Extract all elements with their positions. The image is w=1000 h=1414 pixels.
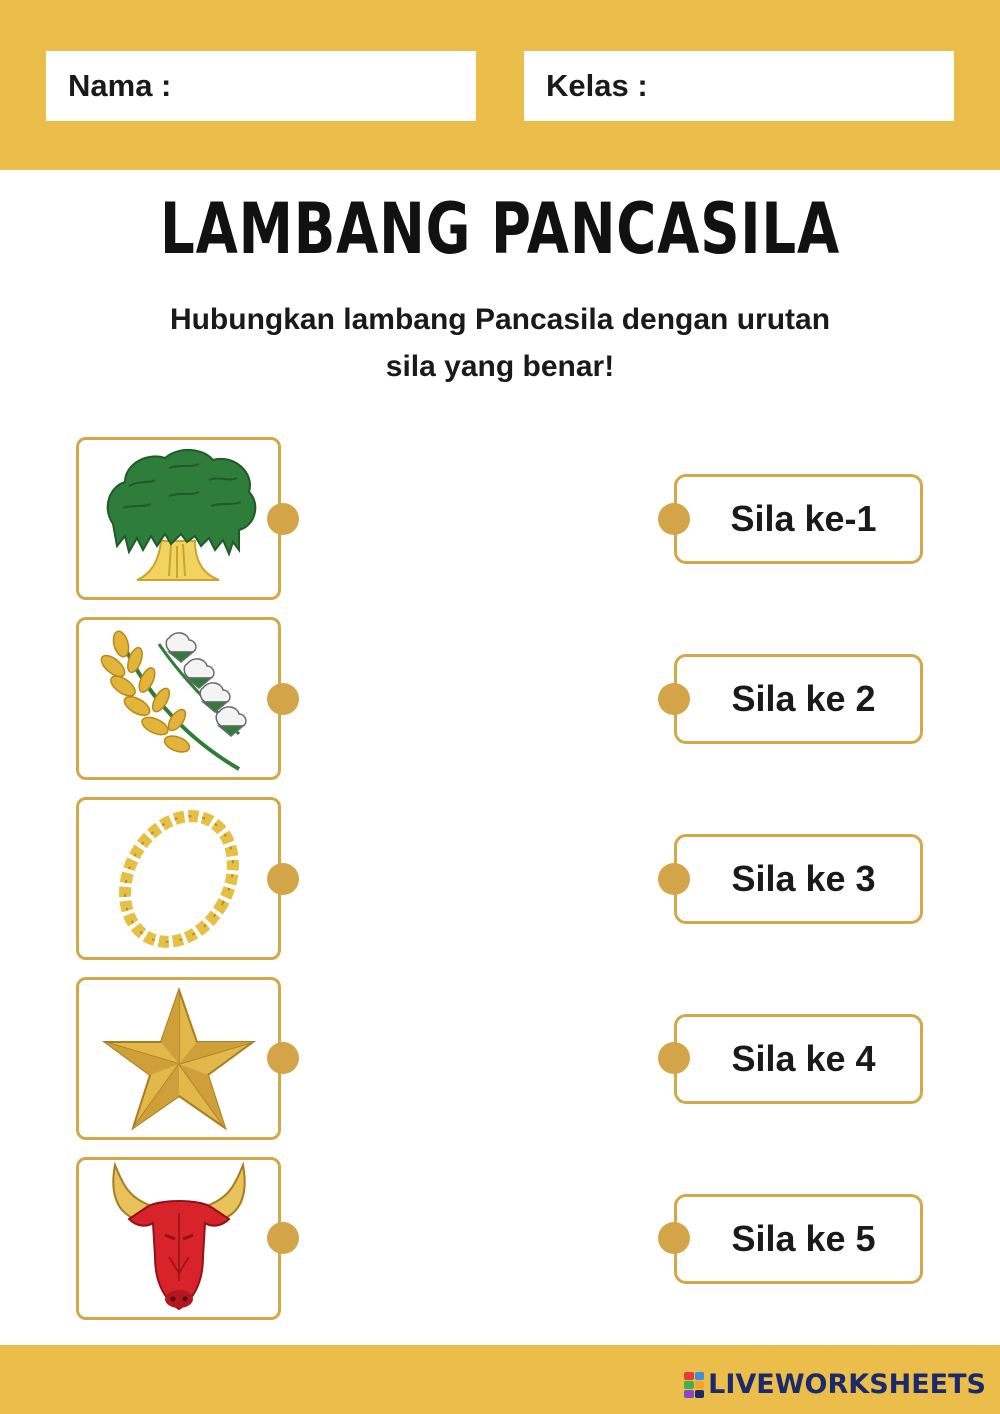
instructions — [100, 296, 900, 390]
instructions-line-1: Hubungkan lambang Pancasila dengan urutan — [169, 303, 831, 336]
sila-connector-2[interactable] — [658, 683, 690, 715]
liveworksheets-logo-icon — [684, 1372, 704, 1398]
liveworksheets-logo[interactable] — [684, 1369, 986, 1400]
sila-card-5 — [674, 1194, 923, 1284]
chain-icon — [104, 804, 254, 954]
page-title: LAMBANG PANCASILA — [159, 188, 841, 270]
name-field[interactable] — [46, 51, 476, 121]
sila-connector-5[interactable] — [658, 1222, 690, 1254]
star-icon — [99, 984, 259, 1134]
sila-card-3 — [674, 834, 923, 924]
sila-label-5: Sila ke 5 — [731, 1218, 876, 1259]
sila-card-1 — [674, 474, 923, 564]
symbol-card-1 — [76, 437, 281, 600]
class-field[interactable] — [524, 51, 954, 121]
symbol-connector-4[interactable] — [267, 1042, 299, 1074]
symbol-connector-2[interactable] — [267, 683, 299, 715]
symbol-card-2 — [76, 617, 281, 780]
rice-and-cotton-icon — [99, 624, 259, 774]
name-label: Nama : — [68, 68, 172, 103]
sila-label-1: Sila ke-1 — [730, 498, 877, 539]
symbol-card-5 — [76, 1157, 281, 1320]
instructions-line-2: sila yang benar! — [385, 350, 615, 383]
symbol-connector-5[interactable] — [267, 1222, 299, 1254]
sila-label-4: Sila ke 4 — [731, 1038, 876, 1079]
sila-connector-4[interactable] — [658, 1042, 690, 1074]
symbol-connector-3[interactable] — [267, 863, 299, 895]
symbol-connector-1[interactable] — [267, 503, 299, 535]
sila-label-2: Sila ke 2 — [731, 678, 876, 719]
sila-card-2 — [674, 654, 923, 744]
symbol-card-3 — [76, 797, 281, 960]
sila-connector-1[interactable] — [658, 503, 690, 535]
class-label: Kelas : — [546, 68, 648, 103]
banyan-tree-icon — [99, 446, 259, 591]
sila-connector-3[interactable] — [658, 863, 690, 895]
symbol-card-4 — [76, 977, 281, 1140]
sila-card-4 — [674, 1014, 923, 1104]
sila-label-3: Sila ke 3 — [731, 858, 876, 899]
bull-head-icon — [99, 1161, 259, 1316]
brand-name: LIVEWORKSHEETS — [708, 1369, 986, 1400]
